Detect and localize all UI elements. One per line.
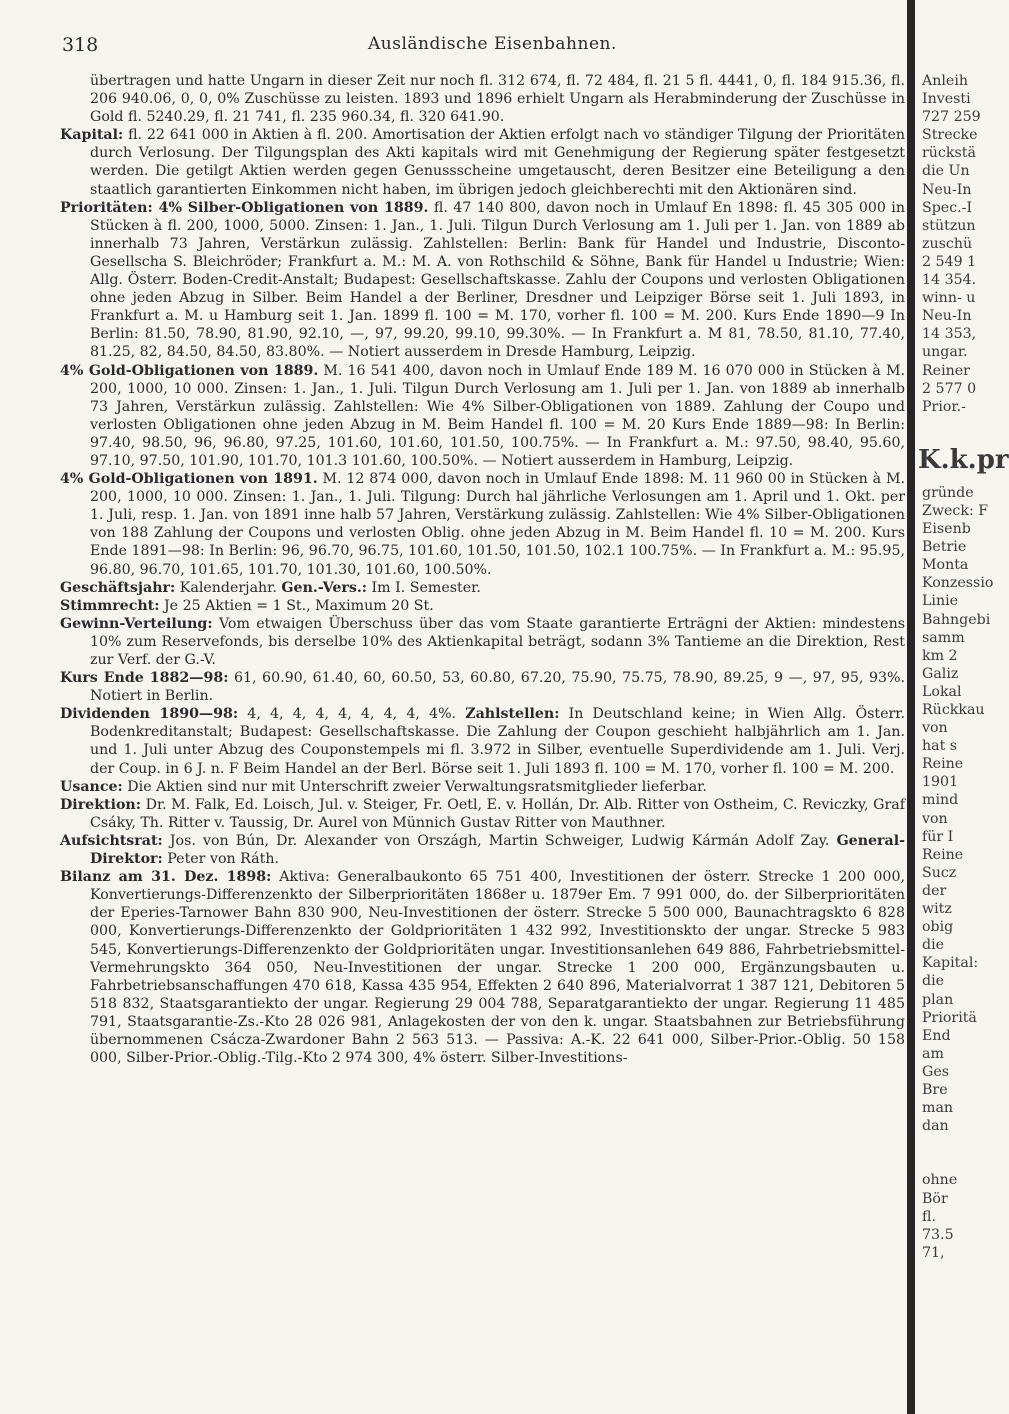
entry-heading: Aufsichtsrat: [60,832,163,849]
neighbor-fragment: die [922,973,945,990]
entry-10 [60,796,905,832]
neighbor-fragment: zuschü [922,235,973,252]
neighbor-fragment: Rückkau [922,702,985,718]
neighbor-fragment: Lokal [922,683,962,700]
neighbor-fragment: Betrie [922,539,967,556]
entry-text: 4, 4, 4, 4, 4, 4, 4, 4, 4%. [238,706,466,723]
neighbor-fragment: Neu-In [922,308,972,325]
neighbor-fragment: Monta [922,557,969,574]
neighbor-fragment: mind [922,792,959,809]
neighbor-fragment: Zweck: F [922,502,989,519]
neighbor-fragment: obig [922,919,954,936]
neighbor-fragment: 2 549 1 [922,253,977,270]
entry-heading: Kapital: [60,127,124,144]
neighbor-fragment: hat s [922,738,958,755]
neighbor-fragment: gründe [922,484,974,501]
intro-paragraph: übertragen und hatte Ungarn in dieser Zeit nur noch fl. 312 674, fl. 72 484, fl. 21 5 fl. 4441, 0, fl. 184 915.36, fl. 206 940.06, 0, 0, 0% Zuschüsse zu leisten. 1893 und 1896 erhielt Ungarn als Herabminderung der Zuschüsse in Gold fl. 5240.29, fl. 21 741, fl. 235 960.34, fl. 320 641.90. [90,73,905,126]
neighbor-fragment: Reiner [922,362,970,379]
neighbor-fragment: 727 259 [922,109,981,126]
neighbor-fragment: Ges [922,1063,950,1080]
entry-heading-secondary: Gen.-Vers.: [281,579,368,596]
entry-text: fl. 22 641 000 in Aktien à fl. 200. Amortisation der Aktien erfolgt nach vo ständiger Tilgung der Prioritäten durch Verlosung. Der Tilgungsplan des Akti kapitals wird mit Genehmigung der Regierung später festgesetzt werden. Die getilgt Aktien werden gegen Genussscheine umgetauscht, deren Besitzer eine Beteiligung a den staatlich garantierten Einkommen nicht haben, im übrigen jedoch gleichberechti mit den Aktionären sind. [90,127,905,198]
neighbor-fragment [922,1153,1000,1171]
entry-5 [60,597,905,615]
entry-9 [60,778,905,796]
entry-text: Die Aktien sind nur mit Unterschrift zweier Verwaltungsratsmitglieder lieferbar. [122,778,707,795]
entry-list [60,126,905,1067]
page-number: 318 [62,34,99,56]
entry-text: fl. 47 140 800, davon noch in Umlauf En 1898: fl. 45 305 000 in Stücken à fl. 200, 1000, 5000. Zinsen: 1. Jan., 1. Juli. Tilgun Durch Verlosung am 1. Juli per 1. Jan. von 1889 ab innerhalb 73 Jahren, Verstärkun zulässig. Zahlstellen: Berlin: Bank für Handel und Industrie, Disconto-Gesellscha S. Bleichröder; Frankfurt a. M.: M. A. von Rothschild & Söhne, Bank für Handel u Industrie; Wien: Allg. Österr. Boden-Credit-Anstalt; Budapest: Gesellschaftskasse. Zahlu der Coupons und verlosten Obligationen ohne jeden Abzug in Silber. Beim Handel a der Berliner, Dresdner und Leipziger Börse seit 1. Juli 1893, in Frankfurt a. M. u Hamburg seit 1. Jan. 1899 fl. 100 = M. 170, vorher fl. 100 = M. 200. Kurs Ende 1890—9 In Berlin: 81.50, 78.90, 81.90, 92.10, —, 97, 99.20, 99.10, 99.30%. — In Frankfurt a. M 81, 78.50, 81.10, 77.40, 81.25, 82, 84.50, 84.50, 83.80%. — Notiert ausserdem in Dresde Hamburg, Leipzig. [90,199,905,361]
neighbor-fragment: plan [922,991,954,1008]
entry-7 [60,669,905,705]
neighbor-fragment: Reine [922,846,964,863]
entry-heading: Dividenden 1890—98: [60,706,239,723]
neighbor-fragment: 2 577 0 [922,380,977,397]
entry-heading: Stimmrecht: [60,597,160,614]
neighbor-fragment: Linie [922,593,959,610]
neighbor-fragment: ohne [922,1172,958,1189]
entry-11 [60,832,905,868]
neighbor-fragment: dan [922,1118,949,1135]
neighbor-fragment: Neu-In [922,181,972,198]
entry-0 [60,126,905,198]
neighbor-fragment: 14 354. [922,272,977,289]
entry-text: 61, 60.90, 61.40, 60, 60.50, 53, 60.80, 67.20, 75.90, 75.75, 78.90, 89.25, 9 —, 97, 95, 93%. Notiert in Berlin. [90,670,905,705]
neighbor-fragment: End [922,1027,951,1044]
entry-heading: 4% Gold-Obligationen von 1891. [60,471,318,488]
neighbor-fragment: Anleih [922,73,968,89]
entry-4 [60,579,905,597]
entry-text-secondary: Im I. Semester. [367,579,481,596]
neighbor-fragment: Kapital: [922,955,979,972]
neighbor-fragment: 14 353, [922,326,977,343]
entry-text: Je 25 Aktien = 1 St., Maximum 20 St. [159,597,434,614]
column-divider [907,0,915,1414]
running-title: Ausländische Eisenbahnen. [368,34,617,54]
neighbor-fragment: Galiz [922,665,959,682]
neighbor-fragment: winn- u [922,290,976,307]
entry-heading: Kurs Ende 1882—98: [60,670,229,687]
neighbor-fragment: Spec.-I [922,199,973,216]
neighbor-fragment: die Un [922,163,970,180]
neighbor-fragment: für I [922,828,954,845]
entry-text-secondary: Peter von Ráth. [162,851,279,868]
neighbor-fragment [922,416,1000,434]
neighbor-fragment: Sucz [922,864,957,881]
neighbor-fragment: Bör [922,1190,948,1207]
neighbor-fragment: ungar. [922,344,968,361]
entry-heading: Prioritäten: 4% Silber-Obligationen von 1889. [60,199,429,216]
neighbor-fragment: 1901 [922,774,959,791]
entry-text: Jos. von Bún, Dr. Alexander von Országh, Martin Schweiger, Ludwig Kármán Adolf Zay. [162,832,837,849]
neighbor-fragment: samm [922,629,965,646]
entry-text: M. 16 541 400, davon noch in Umlauf Ende 189 M. 16 070 000 in Stücken à M. 200, 1000, 10 000. Zinsen: 1. Jan., 1. Juli. Tilgun Durch Verlosung am 1. Juli per 1. Jan. von 1889 ab innerhalb 73 Jahren, Verstärkun zulässig. Zahlstellen: Wie 4% Silber-Obligationen von 1889. Zahlung der Coupo und verlosten Obligationen ohne jeden Abzug in M. Beim Handel fl. 100 = M. 20 Kurs Ende 1889—98: In Berlin: 97.40, 98.50, 96, 96.80, 97.25, 101.60, 101.60, 101.50, 100.75%. — In Frankfurt a. M.: 97.50, 98.40, 95.60, 97.10, 97.50, 101.90, 101.70, 101.3 101.60, 100.50%. — Notiert ausserdem in Hamburg, Leipzig. [90,362,905,469]
neighbor-fragment: die [922,937,945,954]
entry-text: Dr. M. Falk, Ed. Loisch, Jul. v. Steiger, Fr. Oetl, E. v. Hollán, Dr. Alb. Ritter von Ostheim, C. Reviczky, Graf Csáky, Th. Ritter v. Taussig, Dr. Aurel von Münnich Gustav Ritter von Mauthner. [90,796,905,831]
neighbor-column [918,72,1009,1392]
neighbor-fragment: am [922,1045,944,1062]
entry-heading: Bilanz am 31. Dez. 1898: [60,869,272,886]
neighbor-fragment: K.k.pr [918,444,1009,475]
neighbor-fragment: Prioritä [922,1009,977,1026]
neighbor-fragment: Konzessio [922,575,994,592]
entry-3 [60,470,905,579]
neighbor-fragment: Eisenb [922,521,971,538]
neighbor-fragment: rückstä [922,145,976,162]
entry-6 [60,615,905,669]
neighbor-fragment: man [922,1100,954,1117]
neighbor-fragment: von [922,810,948,827]
entry-text-secondary: In Deutschland keine; in Wien Allg. Österr. Bodenkreditanstalt; Budapest: Gesellschaftskasse. Die Zahlung der Coupon geschieht halbjährlich am 1. Jan. und 1. Juli unter Abzug des Couponstempels mi fl. 3.972 in Silber, eventuelle Superdividende am 1. Juli. Verj. der Coup. in 6 J. n. F Beim Handel an der Berl. Börse seit 1. Juli 1893 fl. 100 = M. 170, vorher fl. 100 = M. 200. [90,706,905,777]
neighbor-fragment: Prior.- [922,398,966,415]
entry-text: Kalenderjahr. [175,579,282,596]
entry-heading: Gewinn-Verteilung: [60,615,213,632]
entry-text: M. 12 874 000, davon noch in Umlauf Ende 1898: M. 11 960 00 in Stücken à M. 200, 1000, 10 000. Zinsen: 1. Jan., 1. Juli. Tilgung: Durch hal jährliche Verlosungen am 1. April und 1. Okt. per 1. Juli, resp. 1. Jan. von 1891 inne halb 57 Jahren, Verstärkung zulässig. Zahlstellen: Wie 4% Silber-Obligationen von 188 Zahlung der Coupons und verlosten Oblig. ohne jeden Abzug in M. Beim Handel fl. 10 = M. 200. Kurs Ende 1891—98: In Berlin: 96, 96.70, 96.75, 101.60, 101.50, 101.50, 102.1 100.75%. — In Frankfurt a. M.: 95.95, 96.80, 96.70, 101.65, 101.70, 101.30, 101.60, 100.50%. [90,471,905,578]
entry-heading-secondary: Zahlstellen: [465,706,560,723]
entry-heading: Usance: [60,778,123,795]
neighbor-fragment: km 2 [922,647,958,664]
neighbor-fragment: fl. [922,1208,936,1225]
neighbor-fragment: 73.5 [922,1226,954,1243]
entry-2 [60,362,905,471]
entry-text: Aktiva: Generalbaukonto 65 751 400, Investitionen der österr. Strecke 1 200 000, Konvertierungs-Differenzenkto der Silberprioritäten 1868er u. 1879er Em. 7 991 000, do. der Silberprioritäten der Eperies-Tarnower Bahn 830 900, Neu-Investitionen der österr. Strecke 5 500 000, Baunachtragskto 6 828 000, Konvertierungs-Differenzenkto der Goldprioritäten 1 432 992, Investitionskto der ungar. Strecke 5 983 545, Konvertierungs-Differenzenkto der Goldprioritäten ungar. Investitionsanlehen 649 886, Fahrbetriebsmittel-Vermehrungskto 364 050, Neu-Investitionen der ungar. Strecke 1 200 000, Ergänzungsbauten u. Fahrbetriebsanschaffungen 470 618, Kassa 435 954, Effekten 2 640 896, Materialvorrat 1 387 121, Debitoren 5 518 832, Staatsgarantiekto der ungar. Regierung 29 004 788, Separatgarantiekto der ungar. Regierung 11 485 791, Staatsgarantie-Zs.-Kto 28 026 981, Anlagekosten der von den k. ungar. Staatsbahnen zur Betriebsführung übernommenen Csácza-Zwardoner Bahn 2 563 513. — Passiva: A.-K. 22 641 000, Silber-Prior.-Oblig. 50 158 000, Silber-Prior.-Oblig.-Tilg.-Kto 2 974 300, 4% österr. Silber-Investitions- [90,869,905,1067]
neighbor-fragment: Reine [922,756,964,773]
entry-heading-secondary: General-Direktor: [90,832,905,868]
neighbor-fragment: Strecke [922,127,978,144]
neighbor-fragment: von [922,720,948,737]
neighbor-fragment: Investi [922,91,971,108]
neighbor-fragment: Bre [922,1081,948,1098]
neighbor-fragment: der [922,882,947,899]
main-column [60,72,905,1067]
neighbor-fragment: 71, [922,1244,945,1261]
neighbor-fragment [922,1135,1000,1153]
entry-8 [60,705,905,777]
entry-heading: Direktion: [60,796,141,813]
entry-12 [60,868,905,1067]
entry-text: Vom etwaigen Überschuss über das vom Staate garantierte Erträgni der Aktien: mindestens 10% zum Reservefonds, bis derselbe 10% des Aktienkapital beträgt, sodann 3% Tantieme an die Direktion, Rest zur Verf. der G.-V. [90,615,905,668]
neighbor-fragment: Bahngebi [922,611,991,628]
neighbor-fragment: stützun [922,217,976,234]
entry-1 [60,199,905,362]
neighbor-fragment: witz [922,901,952,918]
entry-heading: 4% Gold-Obligationen von 1889. [60,362,319,379]
entry-heading: Geschäftsjahr: [60,579,176,596]
